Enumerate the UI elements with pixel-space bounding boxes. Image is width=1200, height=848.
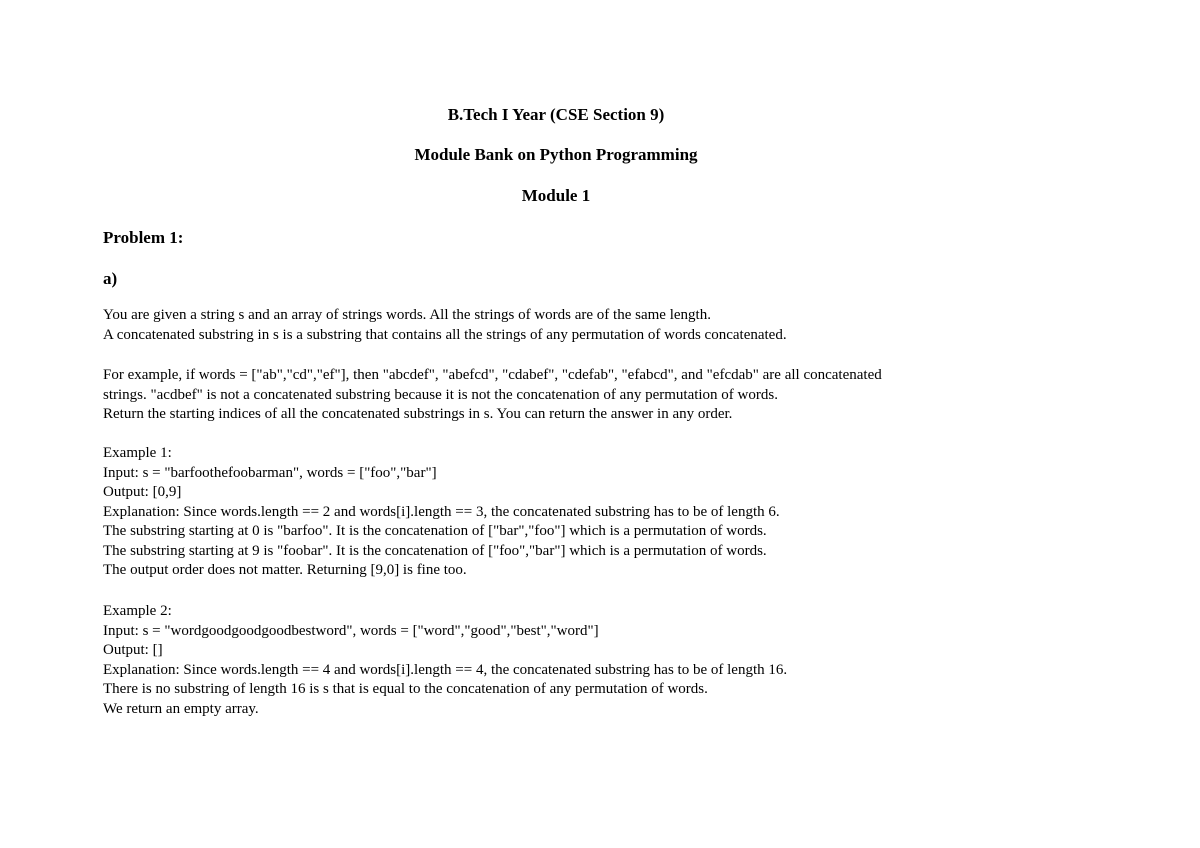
example-1-line: Output: [0,9] [103,484,182,500]
part-label: a) [103,269,118,288]
example-1-line: The substring starting at 0 is "barfoo". It is the concatenation of ["bar","foo"] which is a permutation of words. [103,523,767,539]
intro-paragraph [103,306,1103,345]
example-1-line: The substring starting at 9 is "foobar". It is the concatenation of ["foo","bar"] which is a permutation of words. [103,542,767,559]
example-1-line: Explanation: Since words.length == 2 and words[i].length == 3, the concatenated substring has to be of length 6. [103,503,780,520]
example-1-line: Input: s = "barfoothefoobarman", words = ["foo","bar"] [103,464,437,481]
example-2-line: Example 2: [103,603,172,619]
example-def-line: Return the starting indices of all the concatenated substrings in s. You can return the answer in any order. [103,406,733,422]
example-1-block [103,444,1103,581]
example-1-line: Example 1: [103,445,172,461]
module-number: Module 1 [521,186,591,205]
example-def-line: strings. "acdbef" is not a concatenated substring because it is not the concatenation of any permutation of words. [103,386,778,403]
intro-line: You are given a string s and an array of strings words. All the strings of words are of the same length. [103,307,711,323]
example-1-line: The output order does not matter. Returning [9,0] is fine too. [103,562,467,578]
example-definition-paragraph [103,366,1103,425]
example-2-line: Input: s = "wordgoodgoodgoodbestword", words = ["word","good","best","word"] [103,622,599,639]
example-def-line: For example, if words = ["ab","cd","ef"], then "abcdef", "abefcd", "cdabef", "cdefab", "efabcd", and "efcdab" are all concatenated [103,367,882,383]
example-2-block [103,602,1103,719]
module-bank-title: Module Bank on Python Programming [414,145,698,164]
intro-line: A concatenated substring in s is a substring that contains all the strings of any permutation of words concatenated. [103,326,787,343]
example-2-line: Explanation: Since words.length == 4 and words[i].length == 4, the concatenated substring has to be of length 16. [103,661,788,678]
example-2-line: We return an empty array. [103,700,259,717]
example-2-line: Output: [] [103,642,163,658]
problem-label: Problem 1: [103,228,184,247]
course-title: B.Tech I Year (CSE Section 9) [447,105,665,124]
example-2-line: There is no substring of length 16 is s that is equal to the concatenation of any permutation of words. [103,681,708,697]
